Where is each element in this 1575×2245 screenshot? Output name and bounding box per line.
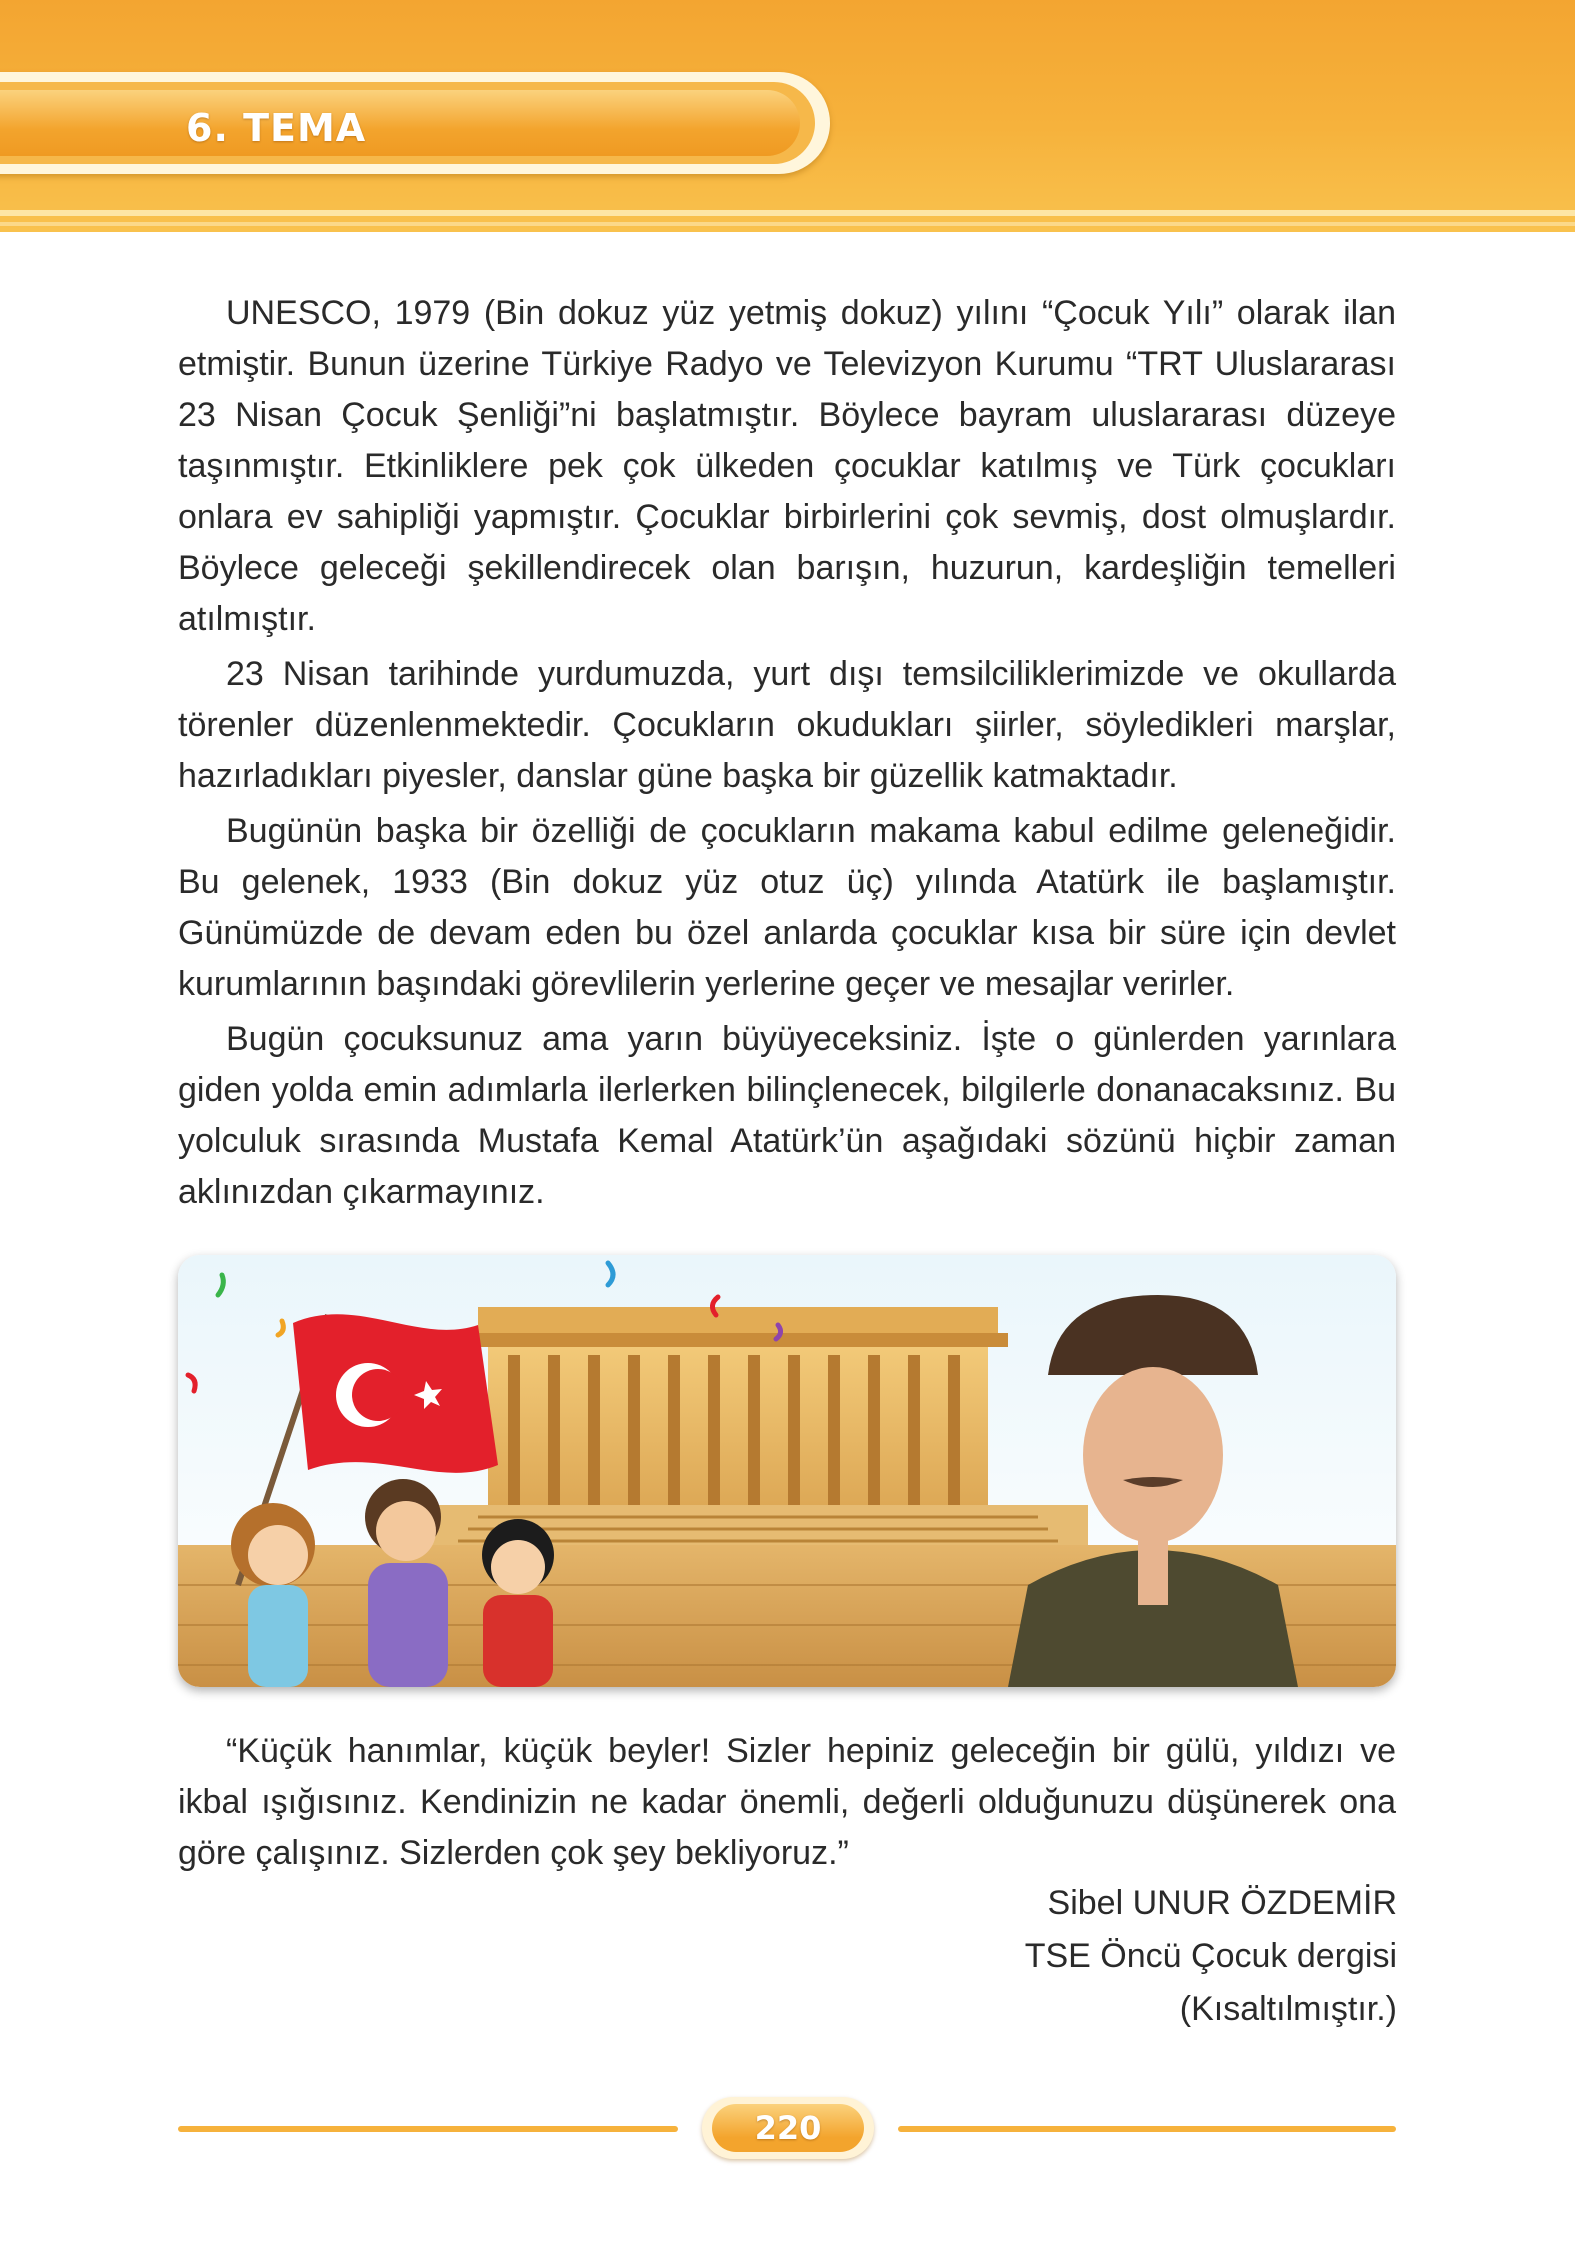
page-number: 220	[754, 2109, 822, 2147]
source: TSE Öncü Çocuk dergisi	[1024, 1937, 1397, 1975]
quote-block	[178, 1726, 1396, 1879]
abridged-note: (Kısaltılmıştır.)	[1179, 1990, 1397, 2028]
theme-title: 6. TEMA	[186, 106, 367, 150]
paragraph-1: UNESCO, 1979 (Bin dokuz yüz yetmiş dokuz) yılını “Çocuk Yılı” olarak ilan etmiştir. Bunun üzerine Türkiye Radyo ve Televizyon Kurumu “TRT Uluslararası 23 Nisan Çocuk Şenliği”ni başlatmıştır. Böylece bayram uluslararası düzeye taşınmıştır. Etkinliklere pek çok ülkeden çocuklar katılmış ve Türk çocukları onlara ev sahipliği yapmıştır. Çocuklar birbirlerini çok sevmiş, dost olmuşlardır. Böylece geleceği şekillendirecek olan barışın, huzurun, kardeşliğin temelleri atılmıştır.	[178, 294, 1396, 638]
paragraph-3: Bugünün başka bir özelliği de çocukların makama kabul edilme geleneğidir. Bu gelenek, 1933 (Bin dokuz yüz otuz üç) yılında Atatürk ile başlamıştır. Günümüzde de devam eden bu özel anlarda çocuklar kısa bir süre için devlet kurumlarının başındaki görevlilerin yerlerine geçer ve mesajlar verirler.	[178, 812, 1396, 1003]
credits	[1025, 1877, 1397, 2036]
illustration-svg	[178, 1255, 1396, 1687]
author: Sibel UNUR ÖZDEMİR	[1047, 1884, 1397, 1922]
paragraph-4: Bugün çocuksunuz ama yarın büyüyeceksiniz. İşte o günlerden yarınlara giden yolda emin adımlarla ilerlerken bilinçlenecek, bilgilerle donanacaksınız. Bu yolculuk sırasında Mustafa Kemal Atatürk’ün aşağıdaki sözünü hiçbir zaman aklınızdan çıkarmayınız.	[178, 1020, 1396, 1211]
article-body	[178, 288, 1396, 1222]
title-tab	[0, 90, 800, 156]
mausoleum	[388, 1307, 1088, 1545]
footer-line-left	[178, 2126, 678, 2132]
header-stripe-thin	[0, 222, 1575, 226]
header-stripe	[0, 210, 1575, 216]
footer-line-right	[898, 2126, 1396, 2132]
anitkabir-illustration	[178, 1255, 1396, 1687]
ataturk-quote: “Küçük hanımlar, küçük beyler! Sizler hepiniz geleceğin bir gülü, yıldızı ve ikbal ışığısınız. Kendinizin ne kadar önemli, değerli olduğunuzu düşünerek ona göre çalışınız. Sizlerden çok şey bekliyoruz.”	[178, 1732, 1396, 1872]
paragraph-2: 23 Nisan tarihinde yurdumuzda, yurt dışı temsilciliklerimizde ve okullarda törenler düzenlenmektedir. Çocukların okudukları şiirler, söyledikleri marşlar, hazırladıkları piyesler, danslar güne başka bir güzellik katmaktadır.	[178, 655, 1396, 795]
